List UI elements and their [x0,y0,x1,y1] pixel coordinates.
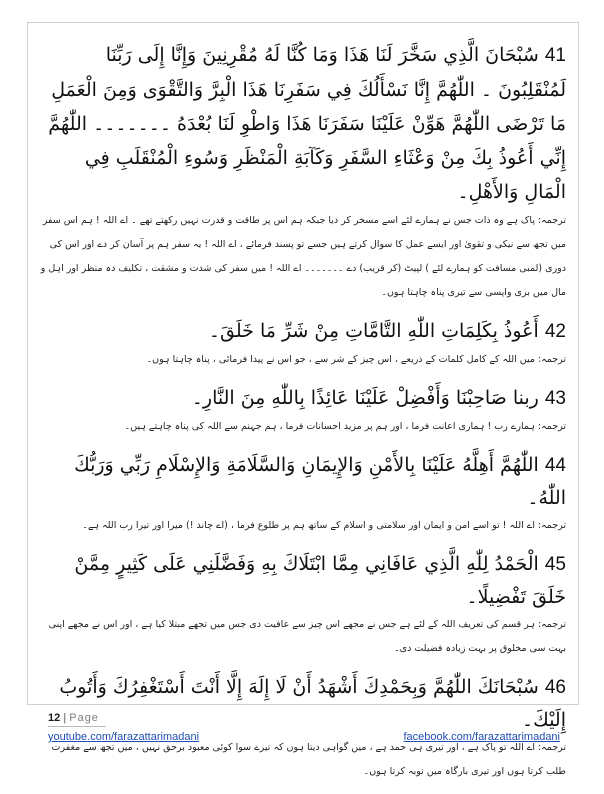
dua-arabic-44 [40,449,566,514]
dua-number-43: 43 [544,388,566,409]
dua-arabic-45 [40,548,566,613]
dua-number-46: 46 [544,677,566,698]
dua-text-44: اللّٰهُمَّ أَهِلَّهُ عَلَيْنَا بِالأَمْنِ وَالإِيمَانِ وَالسَّلَامَةِ وَالإِسْلَامِ رَبِّي وَرَبُّكَ اللّٰهُ۔ [74,454,566,509]
page-number: 12 [48,712,61,724]
dua-number-41: 41 [544,45,566,66]
dua-translation-42: ترجمہ: میں اللہ کے کامل کلمات کے ذریعے ، اس چیز کے شر سے ، جو اس نے پیدا فرمائی ، پناہ چاہتا ہوں۔ [146,354,566,365]
footer-links [48,731,560,743]
dua-text-41: سُبْحَانَ الَّذِي سَخَّرَ لَنَا هَذَا وَمَا كُنَّا لَهُ مُقْرِنِينَ وَإِنَّا إِلَى رَبِّنَا لَمُنْقَلِبُونَ ۔ اللّٰهُمَّ إِنَّا نَسْأَلُكَ فِي سَفَرِنَا هَذَا الْبِرَّ وَالتَّقْوَى وَمِنَ الْعَمَلِ مَا تَرْضَى اللّٰهُمَّ هَوِّنْ عَلَيْنَا سَفَرَنَا هَذَا وَاطْوِ لَنَا بُعْدَهُ ۔۔۔۔۔۔۔ اللّٰهُمَّ إِنِّي أَعُوذُ بِكَ مِنْ وَعْثَاءِ السَّفَرِ وَكَآبَةِ الْمَنْظَرِ وَسُوءِ الْمُنْقَلَبِ فِي الْمَالِ وَالأَهْلِ۔ [48,44,566,203]
dua-text-45: الْحَمْدُ لِلّٰهِ الَّذِي عَافَانِي مِمَّا ابْتَلَاكَ بِهِ وَفَضَّلَنِي عَلَى كَثِيرٍ مِمَّنْ خَلَقَ تَفْضِيلًا۔ [74,553,566,608]
dua-arabic-42 [40,315,566,348]
dua-text-42: أَعُوذُ بِكَلِمَاتِ اللّٰهِ التَّامَّاتِ مِنْ شَرِّ مَا خَلَقَ۔ [208,320,539,342]
dua-entry-41 [40,38,566,305]
dua-arabic-41 [40,38,566,209]
dua-text-43: ربنا صَاحِبْنَا وَأَفْضِلْ عَلَيْنَا عَائِذًا بِاللّٰهِ مِنَ النَّارِ۔ [191,387,539,409]
page-content [40,38,566,794]
dua-entry-45 [40,548,566,661]
dua-translation-46: ترجمہ: اے اللہ تو پاک ہے ، اور تیری ہی حمد ہے ، میں گواہی دیتا ہوں کہ تیرے سوا کوئی معبود برحق نہیں ، میں تجھ سے مغفرت طلب کرتا ہوں اور تیری بارگاہ میں توبہ کرتا ہوں۔ [51,742,566,777]
page-number-line [48,712,106,727]
dua-translation-45: ترجمہ: ہر قسم کی تعریف اللہ کے لئے ہے جس نے مجھے اس چیز سے عافیت دی جس میں تجھے مبتلا کیا ہے ، اور اس نے مجھے اپنی بہت سی مخلوق پر بہت زیادہ فضیلت دی۔ [48,619,566,654]
dua-translation-41: ترجمہ: پاک ہے وہ ذات جس نے ہمارے لئے اسے مسخر کر دیا جبکہ ہم اس پر طاقت و قدرت نہیں رکھتے تھے ۔ اے اللہ ! ہم اس سفر میں تجھ سے نیکی و تقویٰ اور ایسے عمل کا سوال کرتے ہیں جسے تو پسند فرمائے ، اے اللہ ! یہ سفر ہم پر آسان کر دے اور اس کی دوری (لمبی مسافت کو ہمارے لئے ) لپیٹ (کر قریب) دے ۔۔۔۔۔۔۔ اے اللہ ! میں سفر کی شدت و مشقت ، تکلیف دہ منظر اور اہل و مال میں بری واپسی سے تیری پناہ چاہتا ہوں۔ [40,215,566,298]
dua-text-46: سُبْحَانَكَ اللّٰهُمَّ وَبِحَمْدِكَ أَشْهَدُ أَنْ لَا إِلَهَ إِلَّا أَنْتَ أَسْتَغْفِرُكَ وَأَتُوبُ إِلَيْكَ۔ [59,676,566,731]
dua-translation-44: ترجمہ: اے اللہ ! تو اسے امن و ایمان اور سلامتی و اسلام کے ساتھ ہم پر طلوع فرما ، (اے چاند !) میرا اور تیرا رب اللہ ہے۔ [82,520,566,531]
dua-number-45: 45 [544,554,566,575]
dua-translation-43: ترجمہ: ہمارے رب ! ہماری اعانت فرما ، اور ہم پر مزید احسانات فرما ، ہم جہنم سے اللہ کی پناہ چاہتے ہیں۔ [124,421,566,432]
dua-arabic-43 [40,382,566,415]
dua-number-44: 44 [544,455,566,476]
page-separator: | [63,712,67,724]
page-word: Page [69,712,99,724]
dua-number-42: 42 [544,321,566,342]
youtube-link[interactable]: youtube.com/farazattarimadani [48,731,200,743]
dua-entry-42 [40,315,566,372]
facebook-link[interactable]: facebook.com/farazattarimadani [403,731,560,743]
dua-entry-43 [40,382,566,439]
page-footer [48,712,560,743]
dua-entry-44 [40,449,566,538]
